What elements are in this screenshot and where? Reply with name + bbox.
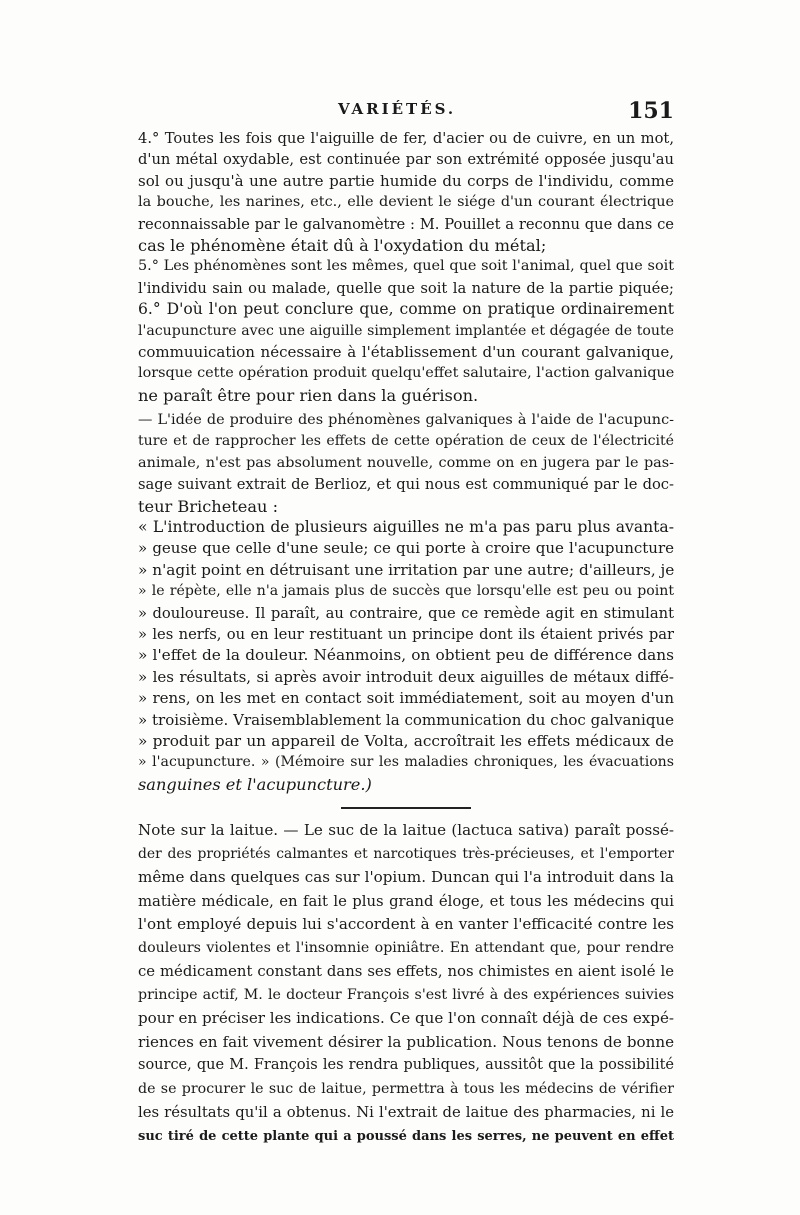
page-header — [138, 98, 674, 128]
citation-line: sanguines et l'acupuncture.) — [138, 774, 372, 794]
text-line: 4.° Toutes les fois que l'aiguille de fer, d'acier ou de cuivre, en un mot, — [138, 130, 674, 147]
note-line: principe actif, M. le docteur François s'est livré à des expériences suivies — [138, 986, 674, 1003]
note-line: der des propriétés calmantes et narcotiques très-précieuses, et l'emporter — [138, 845, 674, 862]
note-line: matière médicale, en fait le plus grand éloge, et tous les médecins qui — [138, 892, 674, 910]
note-line: Note sur la laitue. — Le suc de la laitue (lactuca sativa) paraît possé- — [138, 821, 674, 840]
note-section — [138, 819, 674, 1148]
text-line: 6.° D'où l'on peut conclure que, comme on pratique ordinairement — [138, 300, 674, 319]
quote-line: » l'effet de la douleur. Néanmoins, on obtient peu de différence dans — [138, 646, 674, 665]
text-line: cas le phénomène était dû à l'oxydation du métal; — [138, 235, 547, 255]
text-line: l'individu sain ou malade, quelle que soit la nature de la partie piquée; — [138, 279, 674, 297]
text-line: sol ou jusqu'à une autre partie humide du corps de l'individu, comme — [138, 171, 674, 190]
note-line: pour en préciser les indications. Ce que l'on connaît déjà de ces expé- — [138, 1009, 674, 1028]
text-line: teur Bricheteau : — [138, 496, 279, 516]
text-line: ture et de rapprocher les effets de cette opération de ceux de l'électricité — [138, 433, 674, 450]
text-line: la bouche, les narines, etc., elle devient le siége d'un courant électrique — [138, 194, 674, 211]
text-line: commuuication nécessaire à l'établissement d'un courant galvanique, — [138, 342, 674, 361]
text-line: d'un métal oxydable, est continuée par son extrémité opposée jusqu'au — [138, 151, 674, 169]
quote-line: » rens, on les met en contact soit immédiatement, soit au moyen d'un — [138, 689, 674, 708]
note-line: riences en fait vivement désirer la publication. Nous tenons de bonne — [138, 1032, 674, 1051]
note-line: même dans quelques cas sur l'opium. Duncan qui l'a introduit dans la — [138, 868, 674, 887]
page-number: 151 — [628, 98, 674, 124]
note-line: les résultats qu'il a obtenus. Ni l'extrait de laitue des pharmacies, ni le — [138, 1104, 674, 1122]
quote-line: » n'agit point en détruisant une irritation par une autre; d'ailleurs, je — [138, 560, 674, 579]
section-divider — [341, 807, 471, 809]
quote-line: » produit par un appareil de Volta, accroîtrait les effets médicaux de — [138, 731, 674, 750]
note-line: suc tiré de cette plante qui a poussé dans les serres, ne peuvent en effet — [138, 1128, 674, 1144]
text-line: ne paraît être pour rien dans la guérison. — [138, 385, 479, 405]
text-line: lorsque cette opération produit quelqu'effet salutaire, l'action galvanique — [138, 365, 674, 382]
quote-line: » les nerfs, ou en leur restituant un principe dont ils étaient privés par — [138, 625, 674, 643]
quote-line: » le répète, elle n'a jamais plus de succès que lorsqu'elle est peu ou point — [138, 583, 674, 600]
note-line: l'ont employé depuis lui s'accordent à en vanter l'efficacité contre les — [138, 915, 674, 934]
quote-line: » douloureuse. Il paraît, au contraire, que ce remède agit en stimulant — [138, 604, 674, 622]
quote-line: » l'acupuncture. » (Mémoire sur les maladies chroniques, les évacuations — [138, 754, 674, 771]
running-head: VARIÉTÉS. — [338, 100, 457, 118]
quote-line: » geuse que celle d'une seule; ce qui porte à croire que l'acupuncture — [138, 539, 674, 558]
text-line: animale, n'est pas absolument nouvelle, comme on en jugera par le pas- — [138, 454, 674, 471]
text-line: 5.° Les phénomènes sont les mêmes, quel que soit l'animal, quel que soit — [138, 258, 674, 275]
text-line: l'acupuncture avec une aiguille simplement implantée et dégagée de toute — [138, 322, 674, 339]
text-line: — L'idée de produire des phénomènes galvaniques à l'aide de l'acupunc- — [138, 412, 674, 429]
page-body — [138, 128, 674, 1148]
quote-line: » troisième. Vraisemblablement la communication du choc galvanique — [138, 710, 674, 729]
note-line: douleurs violentes et l'insomnie opiniâtre. En attendant que, pour rendre — [138, 939, 674, 956]
text-line: reconnaissable par le galvanomètre : M. Pouillet a reconnu que dans ce — [138, 215, 674, 233]
quote-line: « L'introduction de plusieurs aiguilles ne m'a pas paru plus avanta- — [138, 518, 674, 537]
note-line: source, que M. François les rendra publiques, aussitôt que la possibilité — [138, 1057, 674, 1074]
note-line: de se procurer le suc de laitue, permettra à tous les médecins de vérifier — [138, 1080, 674, 1097]
quote-line: » les résultats, si après avoir introduit deux aiguilles de métaux diffé- — [138, 667, 674, 686]
note-line: ce médicament constant dans ses effets, nos chimistes en aient isolé le — [138, 963, 674, 981]
text-line: sage suivant extrait de Berlioz, et qui nous est communiqué par le doc- — [138, 476, 674, 494]
